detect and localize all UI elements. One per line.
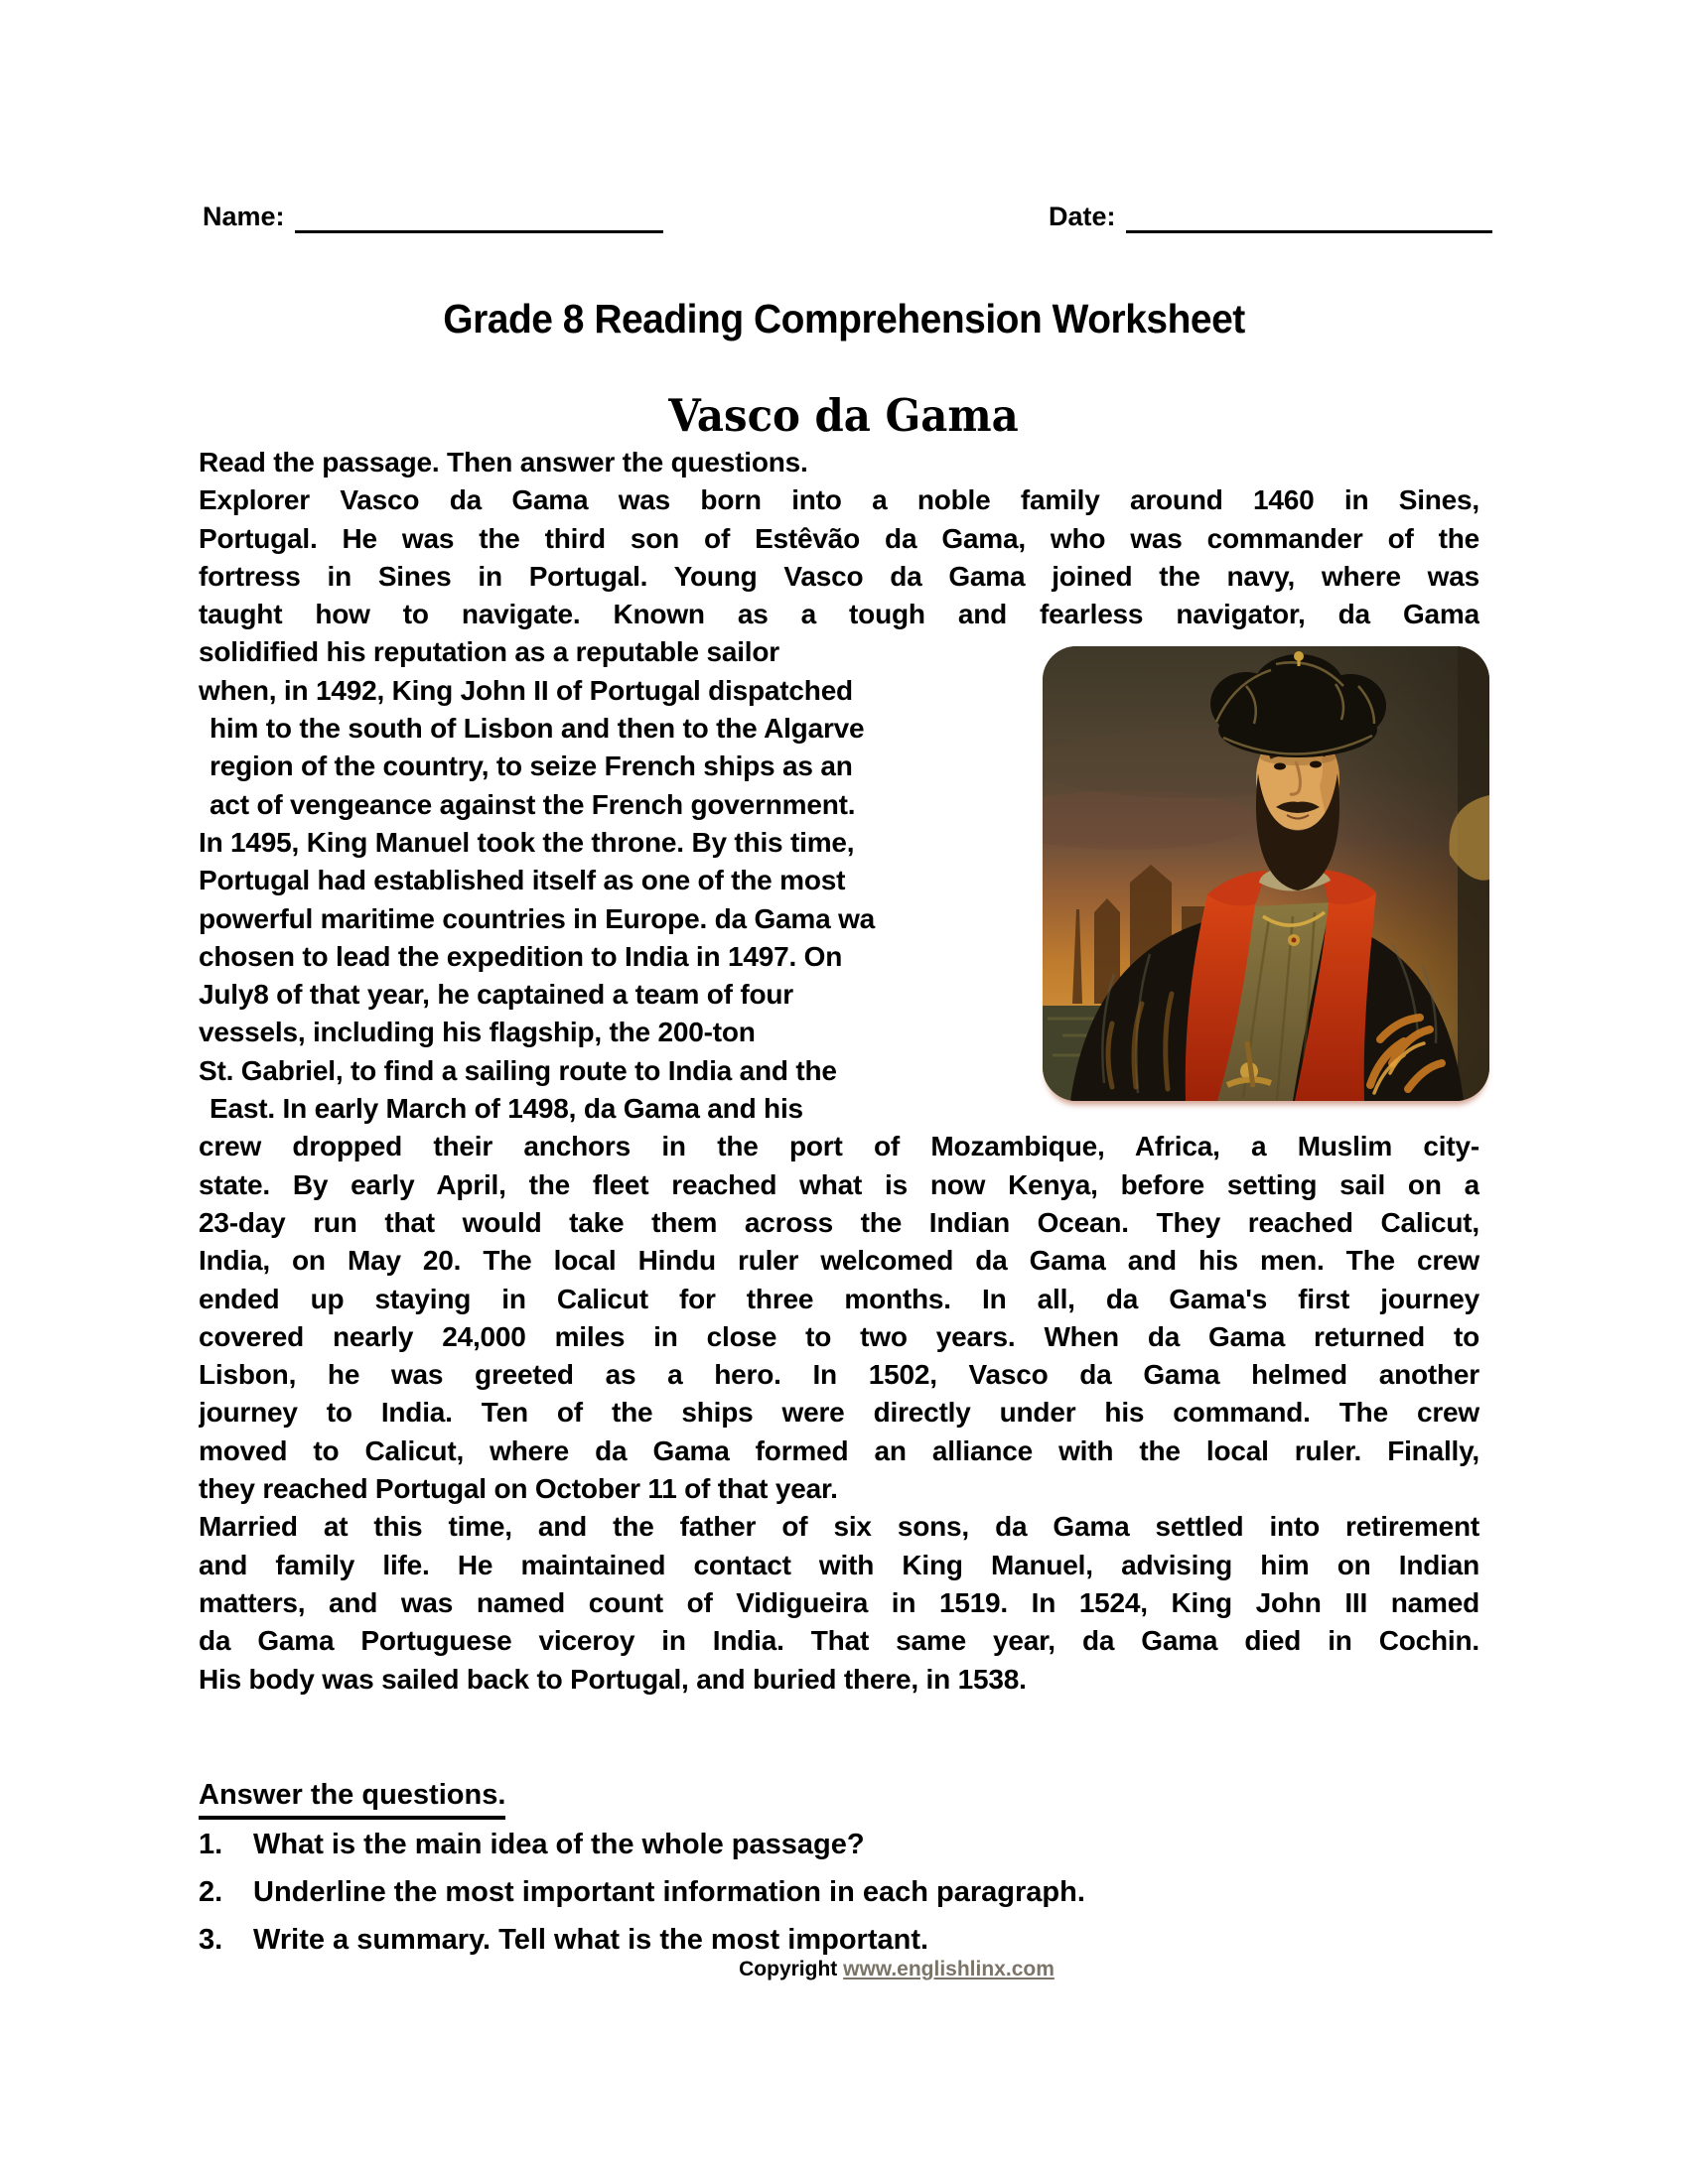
passage-line: July8 of that year, he captained a team of four xyxy=(199,979,793,1011)
portrait-painting xyxy=(1043,646,1489,1101)
passage-line: Married at this time, and the father of six sons, da Gama settled into retirement xyxy=(199,1511,1479,1543)
passage-line: journey to India. Ten of the ships were directly under his command. The crew xyxy=(199,1397,1479,1429)
passage-line: covered nearly 24,000 miles in close to two years. When da Gama returned to xyxy=(199,1320,1479,1352)
passage-line: Explorer Vasco da Gama was born into a noble family around 1460 in Sines, xyxy=(199,484,1479,516)
passage-line: him to the south of Lisbon and then to the Algarve xyxy=(210,713,865,745)
answer-section-heading: Answer the questions. xyxy=(199,1778,505,1820)
passage-line: Lisbon, he was greeted as a hero. In 1502, Vasco da Gama helmed another xyxy=(199,1359,1479,1391)
copyright-label: Copyright xyxy=(739,1958,838,1980)
question-number: 3. xyxy=(199,1924,223,1956)
passage-line: Portugal had established itself as one of the most xyxy=(199,865,846,896)
passage-line: act of vengeance against the French government. xyxy=(210,788,856,820)
passage-line: East. In early March of 1498, da Gama and his xyxy=(210,1093,803,1125)
passage-line: solidified his reputation as a reputable sailor xyxy=(199,636,779,668)
passage-line: In 1495, King Manuel took the throne. By this time, xyxy=(199,826,855,858)
passage-line: vessels, including his flagship, the 200-ton xyxy=(199,1017,756,1048)
passage-line: His body was sailed back to Portugal, and buried there, in 1538. xyxy=(199,1663,1027,1695)
passage-line: they reached Portugal on October 11 of that year. xyxy=(199,1473,838,1505)
passage-line: when, in 1492, King John II of Portugal dispatched xyxy=(199,674,853,706)
date-field xyxy=(1049,200,1492,233)
name-field xyxy=(203,200,663,233)
question-number: 2. xyxy=(199,1876,223,1908)
copyright-line xyxy=(739,1958,1055,1981)
passage-line: St. Gabriel, to find a sailing route to India and the xyxy=(199,1054,837,1086)
passage-line: India, on May 20. The local Hindu ruler welcomed da Gama and his men. The crew xyxy=(199,1245,1479,1277)
name-blank-line xyxy=(295,200,663,233)
passage-instruction: Read the passage. Then answer the questions. xyxy=(199,447,808,478)
passage-line: and family life. He maintained contact with King Manuel, advising him on Indian xyxy=(199,1549,1479,1580)
name-label: Name: xyxy=(203,202,285,231)
page-title: Grade 8 Reading Comprehension Worksheet xyxy=(443,296,1245,341)
passage-line: Portugal. He was the third son of Estêvão da Gama, who was commander of the xyxy=(199,522,1479,554)
passage-line: chosen to lead the expedition to India in 1497. On xyxy=(199,940,843,972)
passage-line: matters, and was named count of Vidigueira in 1519. In 1524, King John III named xyxy=(199,1586,1479,1618)
question-item xyxy=(199,1830,1489,1860)
question-text: What is the main idea of the whole passage? xyxy=(253,1829,865,1860)
passage-line: 23-day run that would take them across the Indian Ocean. They reached Calicut, xyxy=(199,1206,1479,1238)
passage-line: ended up staying in Calicut for three months. In all, da Gama's first journey xyxy=(199,1283,1479,1314)
passage-title: Vasco da Gama xyxy=(668,389,1020,442)
passage-line: powerful maritime countries in Europe. da Gama wa xyxy=(199,902,876,934)
passage-line: crew dropped their anchors in the port of Mozambique, Africa, a Muslim city- xyxy=(199,1131,1479,1162)
passage-line: moved to Calicut, where da Gama formed an alliance with the local ruler. Finally, xyxy=(199,1434,1479,1466)
question-number: 1. xyxy=(199,1829,223,1860)
question-item xyxy=(199,1877,1489,1908)
passage-line: da Gama Portuguese viceroy in India. That same year, da Gama died in Cochin. xyxy=(199,1625,1479,1657)
passage-line: state. By early April, the fleet reached what is now Kenya, before setting sail on a xyxy=(199,1168,1479,1200)
copyright-link[interactable]: www.englishlinx.com xyxy=(843,1958,1055,1980)
passage-line: region of the country, to seize French ships as an xyxy=(210,751,853,782)
question-text: Underline the most important information in each paragraph. xyxy=(253,1876,1085,1908)
date-blank-line xyxy=(1126,200,1492,233)
passage-line: fortress in Sines in Portugal. Young Vasco da Gama joined the navy, where was xyxy=(199,560,1479,592)
question-list xyxy=(199,1830,1489,1973)
date-label: Date: xyxy=(1049,202,1116,231)
question-item xyxy=(199,1925,1489,1956)
question-text: Write a summary. Tell what is the most important. xyxy=(253,1924,929,1956)
passage-line: taught how to navigate. Known as a tough and fearless navigator, da Gama xyxy=(199,599,1479,630)
vasco-da-gama-portrait-image xyxy=(1043,646,1489,1101)
